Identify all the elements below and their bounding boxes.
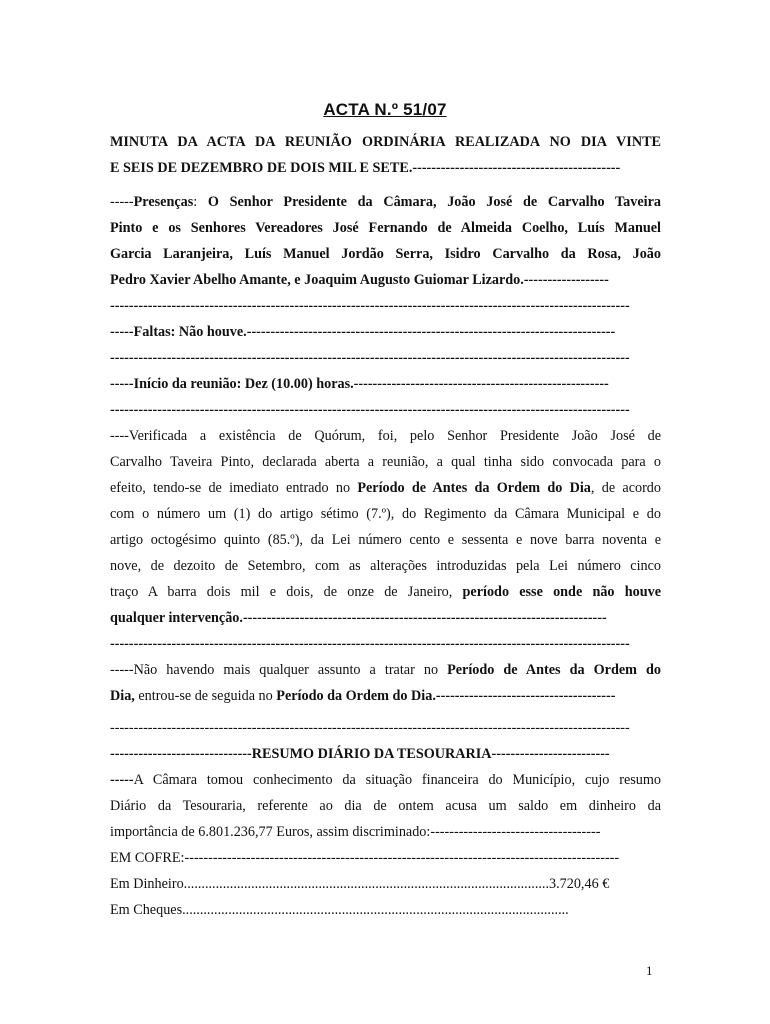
text-run: Garcia Laranjeira, Luís Manuel Jordão Serra, Isidro Carvalho da Rosa, João	[110, 246, 661, 262]
text-run: Período de Antes da Ordem do	[447, 662, 661, 678]
text-run: Em Dinheiro.......................................................................................................3.720,46 €	[110, 876, 610, 892]
heading-line-1	[110, 129, 661, 155]
text-run: -----Faltas: Não houve.------------------------------------------------------------------------------	[110, 324, 616, 340]
text-run: --------------------------------------------------------------------------------------------------------------	[110, 402, 630, 418]
paragraph-line-5	[110, 527, 661, 553]
text-run: qualquer intervenção.-----------------------------------------------------------------------------	[110, 610, 607, 626]
text-run: nove, de dezoito de Setembro, com as alterações introduzidas pela Lei número cinco	[110, 558, 661, 574]
paragraph-line-3	[110, 475, 661, 501]
paragraph-line-8	[110, 605, 661, 631]
separator-line-1	[110, 293, 661, 319]
paragraph-line-6	[110, 553, 661, 579]
tesouraria-heading	[110, 741, 661, 767]
paragraph-line-2	[110, 449, 661, 475]
text-run: A Câmara tomou conhecimento da situação financeira do Município, cujo resumo	[133, 772, 661, 788]
text-run: EM COFRE:--------------------------------------------------------------------------------------------	[110, 850, 620, 866]
text-run: -----Início da reunião: Dez (10.00) horas.------------------------------------------------------	[110, 376, 609, 392]
text-run: , de acordo	[590, 480, 661, 496]
text-run: :	[193, 194, 208, 210]
paragraph-line-1	[110, 423, 661, 449]
text-run: --------------------------------------------------------------------------------------------------------------	[110, 636, 630, 652]
text-run: --------------------------------------------------------------------------------------------------------------	[110, 720, 630, 736]
paragraph-line-7	[110, 579, 661, 605]
presencas-line-2	[110, 215, 661, 241]
text-run: período esse onde não houve	[462, 584, 661, 600]
text-run: Período da Ordem do Dia.	[276, 688, 436, 704]
presencas-line-3	[110, 241, 661, 267]
text-run: Carvalho Taveira Pinto, declarada aberta a reunião, a qual tinha sido convocada para o	[110, 454, 661, 470]
text-run: Pedro Xavier Abelho Amante, e Joaquim Augusto Guiomar Lizardo.------------------	[110, 272, 609, 288]
tesouraria-line-2	[110, 793, 661, 819]
presencas-line-4	[110, 267, 661, 293]
tesouraria-line-1	[110, 767, 661, 793]
text-run: importância de 6.801.236,77 Euros, assim discriminado:------------------------------------	[110, 824, 601, 840]
text-run: Período de Antes da Ordem do Dia	[357, 480, 591, 496]
text-run: artigo octogésimo quinto (85.º), da Lei número cento e sessenta e nove barra noventa e	[110, 532, 661, 548]
text-run: ----Verificada a existência de Quórum, foi, pelo Senhor Presidente João José de	[110, 428, 661, 444]
em-cheques-line	[110, 897, 661, 923]
tesouraria-line-3	[110, 819, 661, 845]
ordem-do-dia-line-1	[110, 657, 661, 683]
document-body	[110, 129, 661, 923]
text-run: -----	[110, 194, 134, 210]
text-run: --------------------------------------------------------------------------------------------------------------	[110, 298, 630, 314]
inicio-reuniao-line	[110, 371, 661, 397]
separator-line-3	[110, 397, 661, 423]
text-run: Presenças	[133, 194, 194, 210]
separator-line-4	[110, 631, 661, 657]
text-run: entrou-se de seguida no	[134, 688, 277, 704]
text-run: -----	[110, 772, 134, 788]
text-run: MINUTA DA ACTA DA REUNIÃO ORDINÁRIA REALIZADA NO DIA VINTE	[110, 134, 661, 150]
separator-line-5	[110, 715, 661, 741]
text-run: efeito, tendo-se de imediato entrado no	[110, 480, 358, 496]
faltas-line	[110, 319, 661, 345]
presencas-line-1	[110, 189, 661, 215]
text-run: --------------------------------------	[435, 688, 616, 704]
text-run: --------------------------------------------------------------------------------------------------------------	[110, 350, 630, 366]
document-title: ACTA N.º 51/07	[323, 100, 447, 119]
text-run: O Senhor Presidente da Câmara, João José de Carvalho Taveira	[207, 194, 661, 210]
text-run: -----Não havendo mais qualquer assunto a tratar no	[110, 662, 448, 678]
text-run: -------------------------	[491, 746, 610, 762]
text-run: Diário da Tesouraria, referente ao dia de ontem acusa um saldo em dinheiro da	[110, 798, 661, 814]
text-run: com o número um (1) do artigo sétimo (7.º), do Regimento da Câmara Municipal e do	[110, 506, 661, 522]
text-run: E SEIS DE DEZEMBRO DE DOIS MIL E SETE.--------------------------------------------	[110, 160, 621, 176]
text-run: RESUMO DIÁRIO DA TESOURARIA	[251, 746, 492, 762]
text-run: traço A barra dois mil e dois, de onze de Janeiro,	[110, 584, 463, 600]
separator-line-2	[110, 345, 661, 371]
heading-line-2	[110, 155, 661, 181]
text-run: Dia,	[110, 688, 135, 704]
text-run: Pinto e os Senhores Vereadores José Fernando de Almeida Coelho, Luís Manuel	[110, 220, 661, 236]
em-cofre-line	[110, 845, 661, 871]
em-dinheiro-line	[110, 871, 661, 897]
text-run: ------------------------------	[110, 746, 252, 762]
page-number: 1	[646, 963, 653, 978]
text-run: Em Cheques.............................................................................................................	[110, 902, 569, 918]
ordem-do-dia-line-2	[110, 683, 661, 709]
paragraph-line-4	[110, 501, 661, 527]
